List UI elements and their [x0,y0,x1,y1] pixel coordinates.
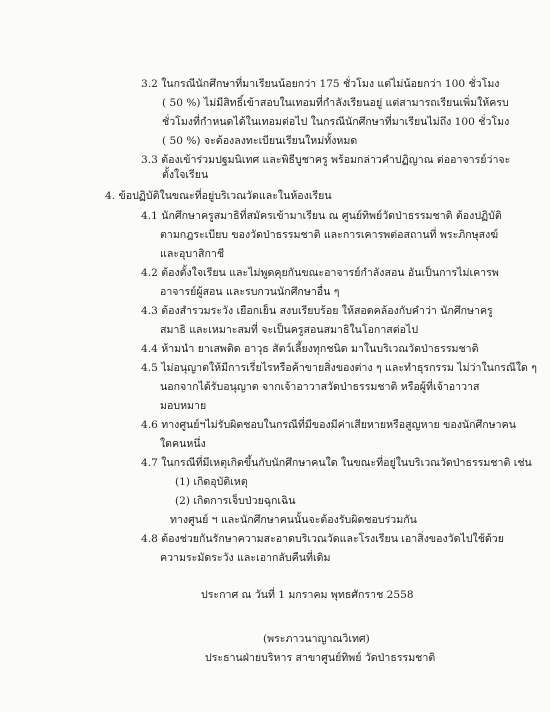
item-3-2-line3: ชั่วโมงที่กำหนดได้ในเทอมต่อไป ในกรณีนักศึกษาที่มาเรียนไม่ถึง 100 ชั่วโมง [162,116,510,128]
item-4-3-line2: สมาธิ และเหมาะสมที่ จะเป็นครูสอนสมาธิในโอกาสต่อไป [160,324,419,336]
item-4-7-line1: 4.7 ในกรณีที่มีเหตุเกิดขึ้นกับนักศึกษาคนใด ในขณะที่อยู่ในบริเวณวัดป่าธรรมชาติ เช่น [141,457,532,469]
item-3-2-line4: ( 50 %) จะต้องลงทะเบียนเรียนใหม่ทั้งหมด [162,135,358,147]
signatory-name: (พระภาวนาญาณวิเทศ) [263,633,370,645]
item-4-4: 4.4 ห้ามนำ ยาเสพติด อาวุธ สัตว์เลี้ยงทุกชนิด มาในบริเวณวัดป่าธรรมชาติ [141,343,479,355]
announcement-date: ประกาศ ณ วันที่ 1 มกราคม พุทธศักราช 2558 [201,589,414,601]
item-4-8-line1: 4.8 ต้องช่วยกันรักษาความสะอาดบริเวณวัดและโรงเรียน เอาสิ่งของวัดไปใช้ด้วย [141,533,504,545]
item-4-1-line1: 4.1 นักศึกษาครูสมาธิที่สมัครเข้ามาเรียน ณ ศูนย์ทิพย์วัดป่าธรรมชาติ ต้องปฏิบัติ [141,210,502,222]
item-4-3-line1: 4.3 ต้องสำรวมระวัง เยือกเย็น สงบเรียบร้อย ให้สอดคล้องกับคำว่า นักศึกษาครู [141,305,493,317]
item-4-8-line2: ความระมัดระวัง และเอากลับคืนที่เดิม [160,552,331,564]
item-4-2-line2: อาจารย์ผู้สอน และรบกวนนักศึกษาอื่น ๆ [160,286,340,298]
item-3-3-line1: 3.3 ต้องเข้าร่วมปฐมนิเทศ และพิธีบูชาครู พร้อมกล่าวคำปฏิญาณ ต่ออาจารย์ว่าจะ [141,154,511,166]
item-4-6-line2: ใดคนหนึ่ง [160,438,206,450]
item-4-7-sub2: (2) เกิดการเจ็บป่วยฉุกเฉิน [175,495,296,507]
item-3-3-line2: ตั้งใจเรียน [162,169,209,181]
item-4-5-line1: 4.5 ไม่อนุญาตให้มีการเรี่ยไรหรือค้าขายสิ่งของต่าง ๆ และทำธุรกรรม ไม่ว่าในกรณีใด ๆ [141,362,537,374]
item-4-5-line3: มอบหมาย [160,400,207,412]
item-3-2-line1: 3.2 ในกรณีนักศึกษาที่มาเรียนน้อยกว่า 175 ชั่วโมง แต่ไม่น้อยกว่า 100 ชั่วโมง [141,78,500,90]
item-3-2-line2: ( 50 %) ไม่มีสิทธิ์เข้าสอบในเทอมที่กำลังเรียนอยู่ แต่สามารถเรียนเพิ่มให้ครบ [162,97,509,109]
signatory-title: ประธานฝ่ายบริหาร สาขาศูนย์ทิพย์ วัดป่าธรรมชาติ [205,652,436,664]
item-4-1-line3: และอุบาสิกาชี [160,248,225,260]
section-4-heading: 4. ข้อปฏิบัติในขณะที่อยู่บริเวณวัดและในห้องเรียน [105,190,332,202]
item-4-7-line2: ทางศูนย์ ฯ และนักศึกษาคนนั้นจะต้องรับผิดชอบร่วมกัน [170,514,417,526]
item-4-5-line2: นอกจากได้รับอนุญาต จากเจ้าอาวาสวัดป่าธรรมชาติ หรือผู้ที่เจ้าอาวาส [160,381,480,393]
item-4-6-line1: 4.6 ทางศูนย์ฯไม่รับผิดชอบในกรณีที่มีของมีค่าเสียหายหรือสูญหาย ของนักศึกษาคน [141,419,516,431]
item-4-7-sub1: (1) เกิดอุบัติเหตุ [175,476,248,488]
item-4-2-line1: 4.2 ต้องตั้งใจเรียน และไม่พูดคุยกันขณะอาจารย์กำลังสอน อันเป็นการไม่เคารพ [141,267,499,279]
item-4-1-line2: ตามกฎระเบียบ ของวัดป่าธรรมชาติ และการเคารพต่อสถานที่ พระภิกษุสงฆ์ [160,229,499,241]
